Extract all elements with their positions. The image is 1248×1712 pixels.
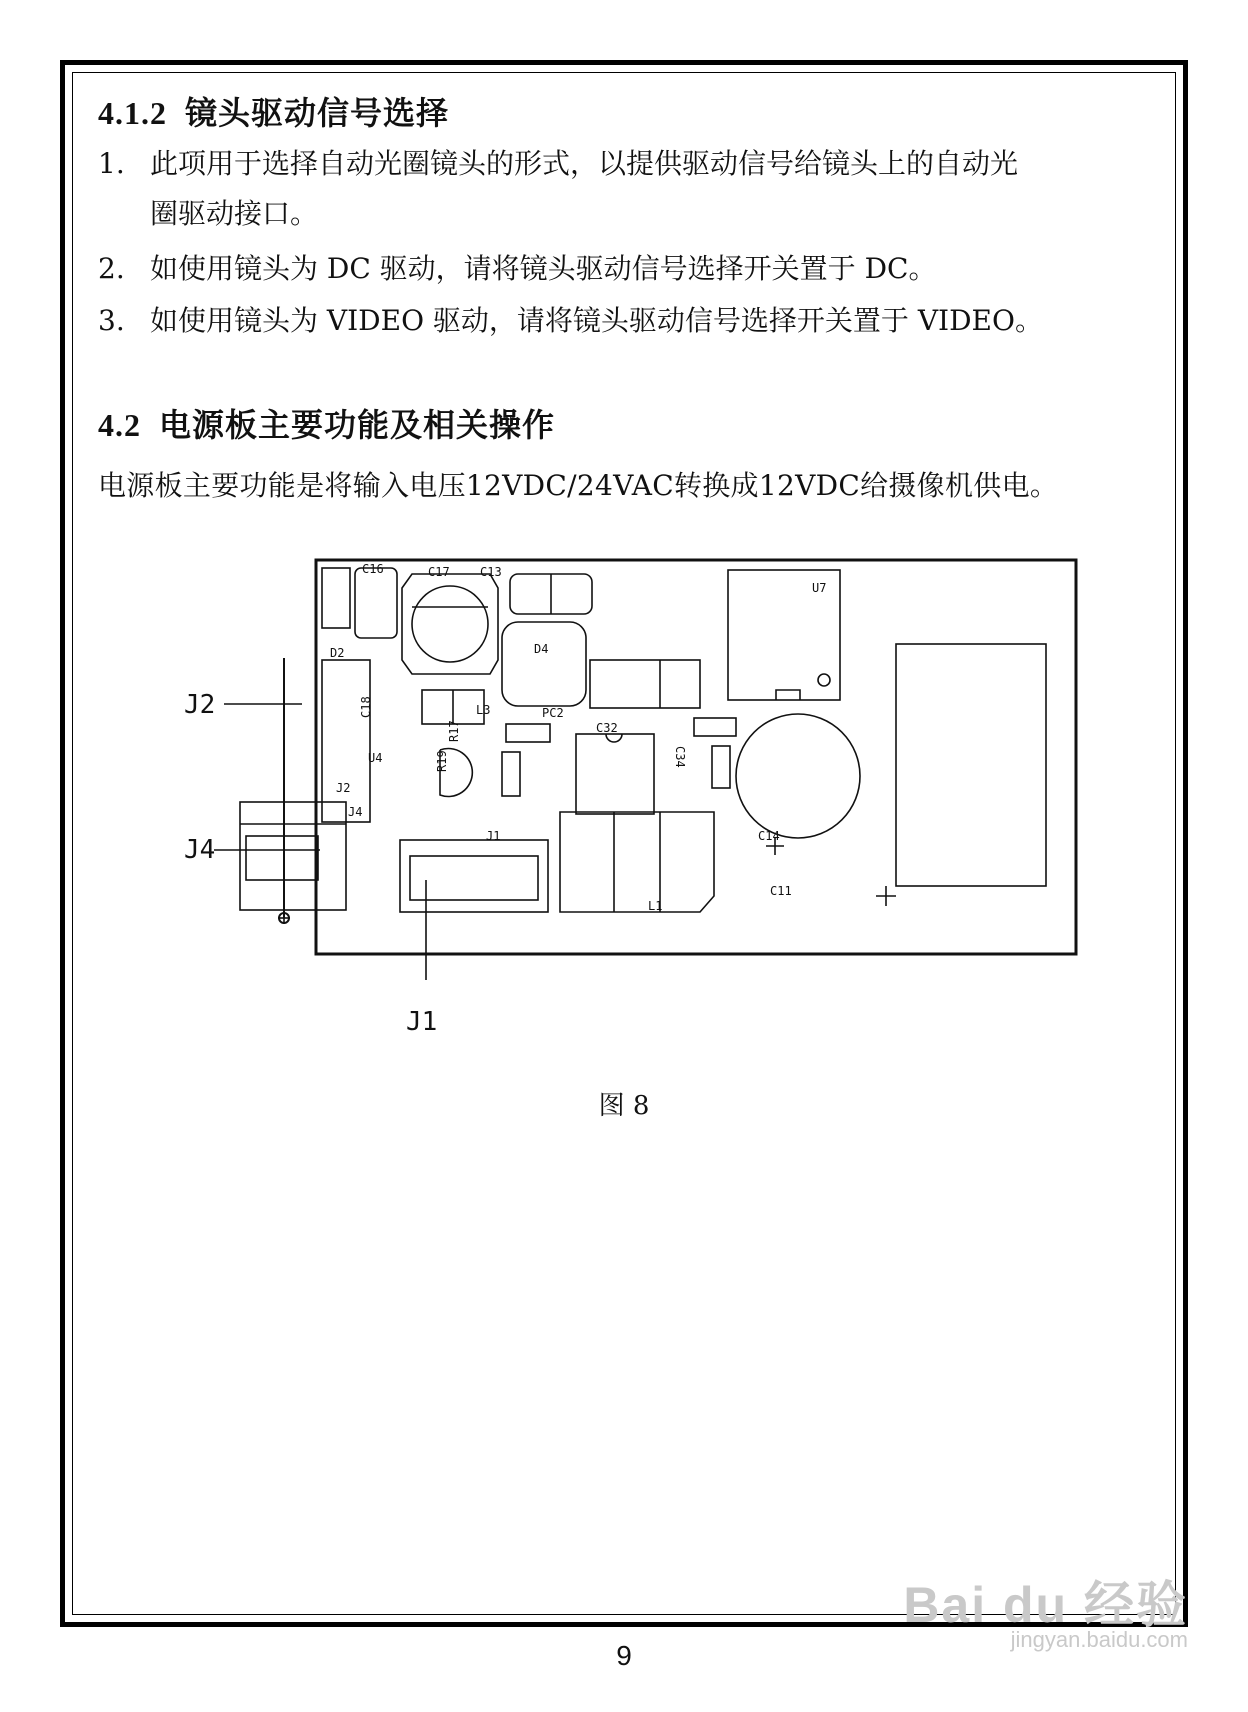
- silk-label: C11: [770, 884, 792, 898]
- silk-label: L1: [648, 899, 663, 913]
- capacitor-c32: [694, 718, 736, 736]
- silk-label: U4: [368, 751, 383, 765]
- section-heading-4-2: [98, 400, 555, 446]
- section-number: 4.2: [98, 407, 141, 443]
- pin-marker: [818, 674, 830, 686]
- silk-label: R19: [435, 750, 449, 772]
- connector-j2: [322, 660, 370, 822]
- callout-j1: J1: [406, 1007, 438, 1037]
- silk-label: C17: [428, 565, 450, 579]
- silk-label: R17: [447, 720, 461, 742]
- capacitor-c16: [402, 574, 498, 674]
- board-outline: [316, 560, 1076, 954]
- figure-caption: 图 8: [598, 1091, 650, 1121]
- silk-label: C34: [673, 746, 687, 768]
- connector-j1-inner: [410, 856, 538, 900]
- callout-j4: J4: [184, 835, 216, 865]
- optocoupler-pc2: [576, 734, 654, 814]
- connector-j4: [240, 802, 346, 910]
- inductor-block: [502, 622, 586, 706]
- connector-j4-inner: [246, 836, 318, 880]
- section-title: 镜头驱动信号选择: [185, 94, 450, 132]
- silk-label: U7: [812, 581, 827, 595]
- silk-label: PC2: [542, 706, 564, 720]
- callout-j2: J2: [184, 690, 216, 720]
- section-number: 4.1.2: [98, 95, 167, 131]
- silk-label: L3: [476, 703, 491, 717]
- watermark-brand: Bai du 经验: [903, 1577, 1188, 1633]
- resistor-r19: [502, 752, 520, 796]
- capacitor-c34: [712, 746, 730, 788]
- watermark: [903, 1565, 1188, 1652]
- silk-label: C16: [362, 562, 384, 576]
- capacitor-c14: [736, 714, 860, 838]
- diode-d4: [590, 660, 700, 708]
- list-item-continuation: [98, 190, 319, 238]
- watermark-url: jingyan.baidu.com: [1010, 1627, 1188, 1652]
- list-item: [98, 297, 1043, 345]
- list-text: 如使用镜头为 DC 驱动，请将镜头驱动信号选择开关置于 DC。: [150, 252, 937, 285]
- list-text: 圈驱动接口。: [150, 197, 319, 230]
- list-text: 如使用镜头为 VIDEO 驱动，请将镜头驱动信号选择开关置于 VIDEO。: [150, 304, 1043, 337]
- pin1-notch: [606, 734, 622, 742]
- silk-label: C32: [596, 721, 618, 735]
- silk-label: J2: [336, 781, 351, 795]
- silk-label: J4: [348, 805, 363, 819]
- section-title: 电源板主要功能及相关操作: [159, 406, 556, 444]
- notch: [776, 690, 800, 700]
- list-text: 此项用于选择自动光圈镜头的形式，以提供驱动信号给镜头上的自动光: [150, 147, 1019, 180]
- silk-label: C13: [480, 565, 502, 579]
- body-paragraph: 电源板主要功能是将输入电压12VDC/24VAC转换成12VDC给摄像机供电。: [98, 469, 1059, 502]
- list-number: 2.: [98, 252, 125, 285]
- pcb-figure: [180, 540, 1100, 1060]
- silk-label: C14: [758, 829, 780, 843]
- resistor-r17: [506, 724, 550, 742]
- section-heading-4-1-2: [98, 88, 449, 134]
- capacitor-c16-body: [412, 586, 488, 662]
- pad-part: [355, 568, 397, 638]
- pad-part: [322, 568, 350, 628]
- list-number: 1.: [98, 147, 125, 180]
- silk-label: C18: [359, 696, 373, 718]
- big-component: [896, 644, 1046, 886]
- inductor-l1: [560, 812, 714, 912]
- list-item: [98, 140, 1019, 188]
- page-number: 9: [616, 1640, 632, 1671]
- silk-label: D2: [330, 646, 345, 660]
- connector-j1: [400, 840, 548, 912]
- silk-label: J1: [486, 829, 501, 843]
- list-number: 3.: [98, 304, 125, 337]
- list-item: [98, 245, 937, 293]
- silk-label: D4: [534, 642, 549, 656]
